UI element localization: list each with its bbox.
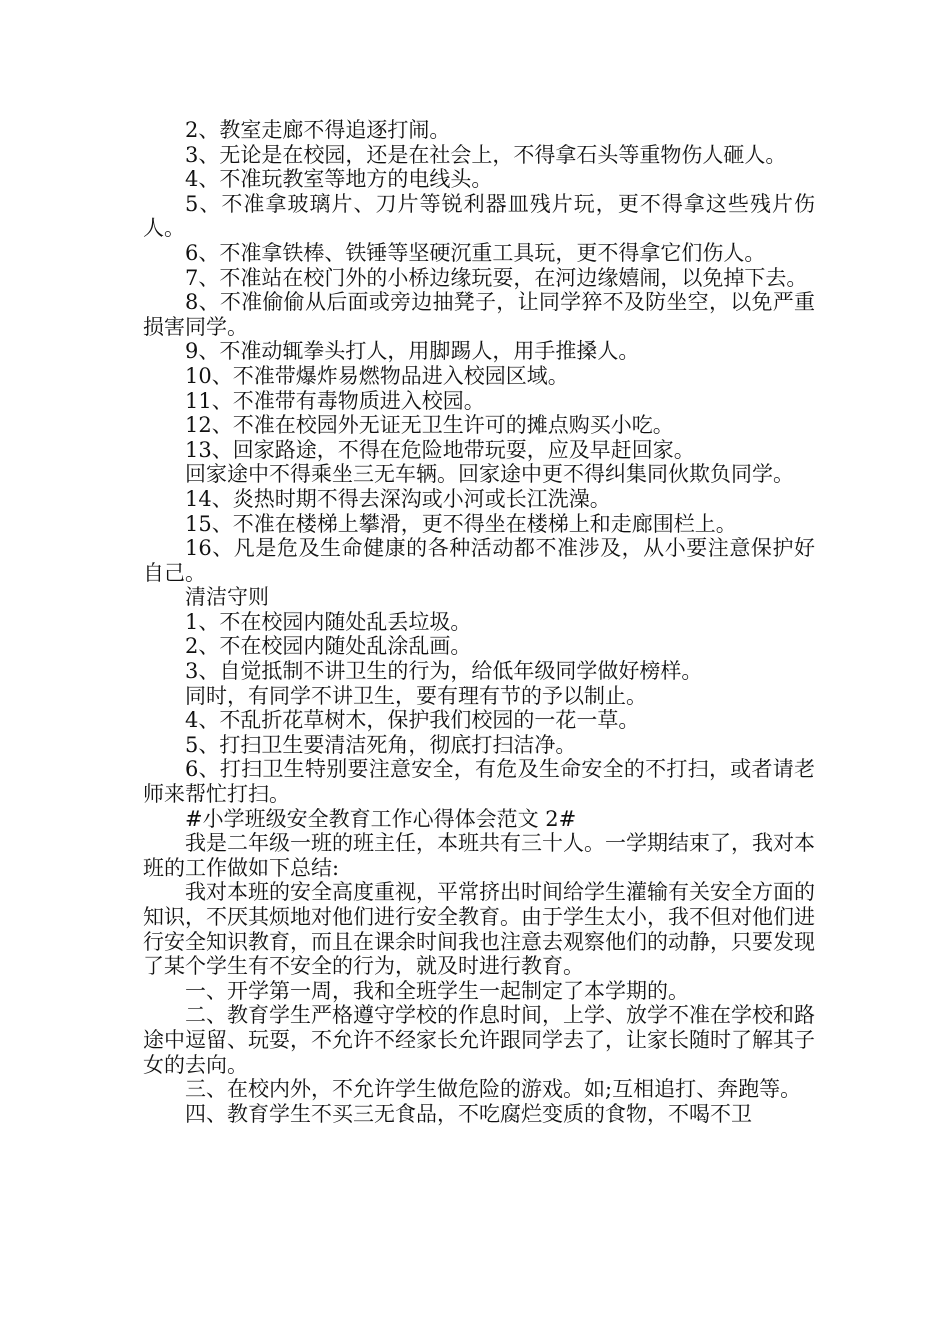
- paragraph: 我是二年级一班的班主任，本班共有三十人。一学期结束了，我对本班的工作做如下总结:: [143, 831, 815, 880]
- section-heading: 清洁守则: [185, 585, 269, 610]
- paragraph: 15、不准在楼梯上攀滑，更不得坐在楼梯上和走廊围栏上。: [185, 511, 737, 536]
- paragraph: 14、炎热时期不得去深沟或小河或长江洗澡。: [185, 486, 611, 511]
- paragraph: 6、不准拿铁棒、铁锤等坚硬沉重工具玩，更不得拿它们伤人。: [185, 240, 766, 265]
- paragraph: 11、不准带有毒物质进入校园。: [185, 388, 485, 413]
- paragraph: 同时，有同学不讲卫生，要有理有节的予以制止。: [185, 683, 647, 708]
- paragraph: 一、开学第一周，我和全班学生一起制定了本学期的。: [185, 978, 689, 1003]
- paragraph: 6、打扫卫生特别要注意安全，有危及生命安全的不打扫，或者请老师来帮忙打扫。: [143, 757, 815, 807]
- article-title: #小学班级安全教育工作心得体会范文 2#: [185, 806, 577, 831]
- document-page: [143, 118, 815, 1126]
- paragraph: 5、不准拿玻璃片、刀片等锐利器皿残片玩，更不得拿这些残片伤人。: [143, 191, 815, 241]
- paragraph: 9、不准动辄拳头打人，用脚踢人，用手推搡人。: [185, 339, 640, 364]
- paragraph: 5、打扫卫生要清洁死角，彻底打扫洁净。: [185, 732, 577, 757]
- paragraph: 12、不准在校园外无证无卫生许可的摊点购买小吃。: [185, 413, 674, 438]
- paragraph: 10、不准带爆炸易燃物品进入校园区域。: [185, 363, 569, 388]
- paragraph: 13、回家路途，不得在危险地带玩耍，应及早赶回家。: [185, 437, 695, 462]
- paragraph: 3、自觉抵制不讲卫生的行为，给低年级同学做好榜样。: [185, 659, 703, 684]
- paragraph: 二、教育学生严格遵守学校的作息时间，上学、放学不准在学校和路途中逗留、玩耍，不允许不经家长允许跟同学去了，让家长随时了解其子女的去向。: [143, 1003, 815, 1077]
- paragraph: 8、不准偷偷从后面或旁边抽凳子，让同学猝不及防坐空，以免严重损害同学。: [143, 290, 815, 339]
- paragraph: 三、在校内外，不允许学生做危险的游戏。如;互相追打、奔跑等。: [185, 1077, 802, 1102]
- paragraph: 回家途中不得乘坐三无车辆。回家途中更不得纠集同伙欺负同学。: [185, 462, 794, 487]
- paragraph: 3、无论是在校园，还是在社会上，不得拿石头等重物伤人砸人。: [185, 142, 787, 167]
- paragraph: 2、教室走廊不得追逐打闹。: [185, 118, 451, 142]
- paragraph: 4、不乱折花草树木，保护我们校园的一花一草。: [185, 708, 640, 733]
- paragraph: 我对本班的安全高度重视，平常挤出时间给学生灌输有关安全方面的知识，不厌其烦地对他们进行安全教育。由于学生太小，我不但对他们进行安全知识教育，而且在课余时间我也注意去观察他们的动静，只要发现了某个学生有不安全的行为，就及时进行教育。: [143, 880, 815, 979]
- paragraph: 四、教育学生不买三无食品，不吃腐烂变质的食物，不喝不卫: [185, 1101, 752, 1126]
- paragraph: 16、凡是危及生命健康的各种活动都不准涉及，从小要注意保护好自己。: [143, 536, 815, 585]
- paragraph: 4、不准玩教室等地方的电线头。: [185, 167, 493, 192]
- paragraph: 2、不在校园内随处乱涂乱画。: [185, 634, 472, 659]
- paragraph: 1、不在校园内随处乱丢垃圾。: [185, 609, 472, 634]
- paragraph: 7、不准站在校门外的小桥边缘玩耍，在河边缘嬉闹，以免掉下去。: [185, 265, 808, 290]
